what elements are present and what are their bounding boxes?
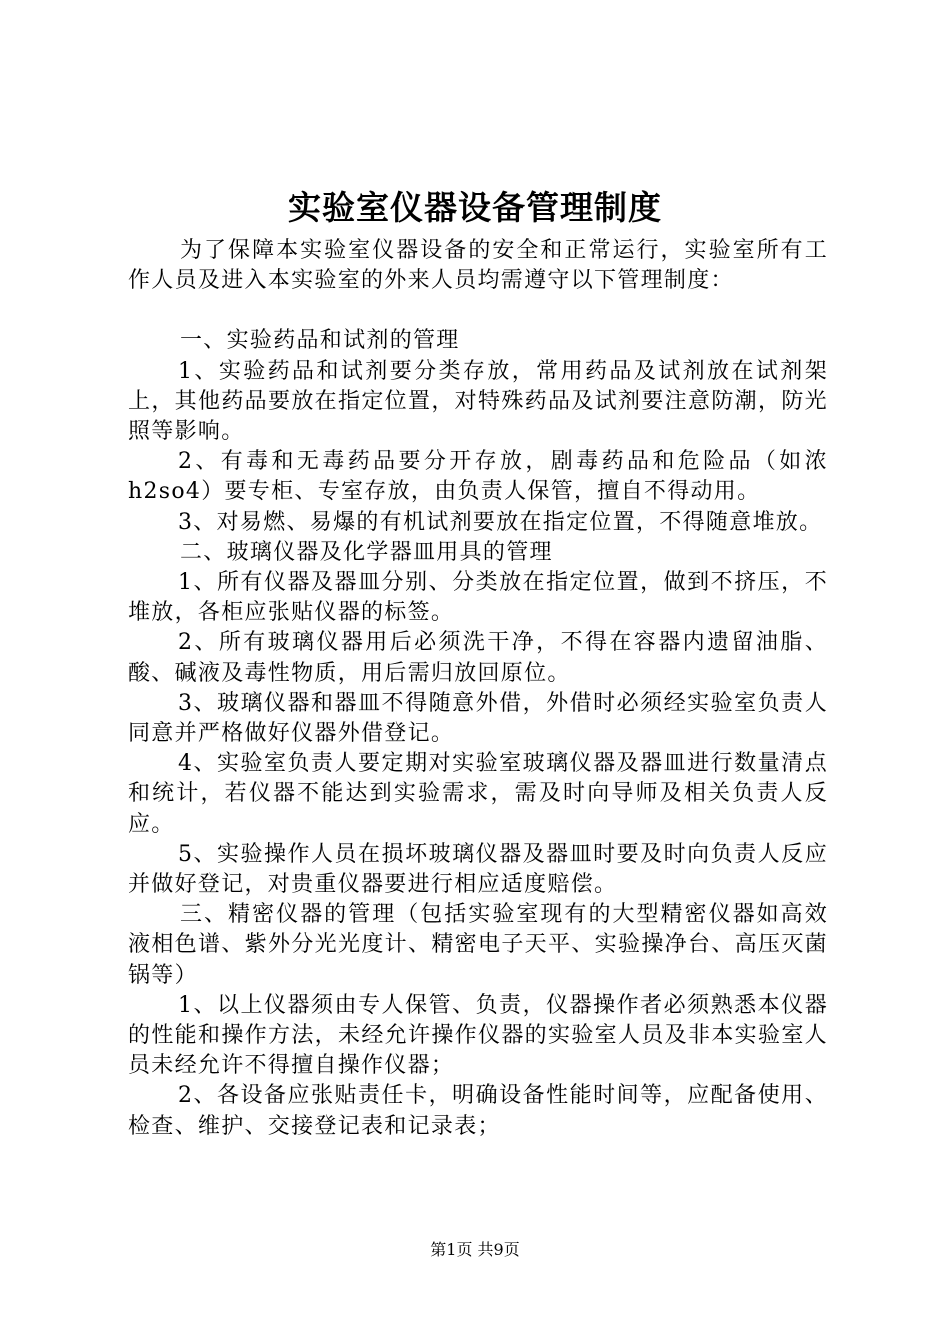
section-item: 2、各设备应张贴责任卡，明确设备性能时间等，应配备使用、检查、维护、交接登记表和记录表；: [128, 1083, 828, 1139]
section-item: 1、实验药品和试剂要分类存放，常用药品及试剂放在试剂架上，其他药品要放在指定位置，对特殊药品及试剂要注意防潮，防光照等影响。: [128, 358, 828, 445]
section-item: 3、对易燃、易爆的有机试剂要放在指定位置，不得随意堆放。: [178, 509, 823, 535]
section-heading: 二、玻璃仪器及化学器皿用具的管理: [180, 539, 553, 565]
section-item: 3、玻璃仪器和器皿不得随意外借，外借时必须经实验室负责人同意并严格做好仪器外借登记。: [128, 690, 828, 747]
document-title: 实验室仪器设备管理制度: [288, 188, 662, 227]
section-heading: 一、实验药品和试剂的管理: [180, 328, 460, 354]
section-item: 5、实验操作人员在损坏玻璃仪器及器皿时要及时向负责人反应并做好登记，对贵重仪器要进行相应适度赔偿。: [128, 841, 828, 898]
section-item: 2、所有玻璃仪器用后必须洗干净，不得在容器内遗留油脂、酸、碱液及毒性物质，用后需归放回原位。: [128, 630, 828, 686]
document-body: [128, 236, 828, 1142]
paragraph-gap: [128, 296, 828, 326]
intro-paragraph: 为了保障本实验室仪器设备的安全和正常运行，实验室所有工作人员及进入本实验室的外来人员均需遵守以下管理制度：: [128, 238, 828, 294]
page-footer: 第1页 共9页: [430, 1240, 520, 1259]
section-item: 4、实验室负责人要定期对实验室玻璃仪器及器皿进行数量清点和统计，若仪器不能达到实验需求，需及时向导师及相关负责人反应。: [128, 751, 828, 837]
section-heading: 三、精密仪器的管理（包括实验室现有的大型精密仪器如高效液相色谱、紫外分光光度计、精密电子天平、实验操净台、高压灭菌锅等）: [128, 902, 828, 988]
section-item: 1、以上仪器须由专人保管、负责，仪器操作者必须熟悉本仪器的性能和操作方法，未经允许操作仪器的实验室人员及非本实验室人员未经允许不得擅自操作仪器；: [128, 992, 828, 1079]
section-item: 2、有毒和无毒药品要分开存放，剧毒药品和危险品（如浓h2so4）要专柜、专室存放，由负责人保管，擅自不得动用。: [128, 449, 828, 505]
section-item: 1、所有仪器及器皿分别、分类放在指定位置，做到不挤压，不堆放，各柜应张贴仪器的标签。: [128, 570, 828, 626]
